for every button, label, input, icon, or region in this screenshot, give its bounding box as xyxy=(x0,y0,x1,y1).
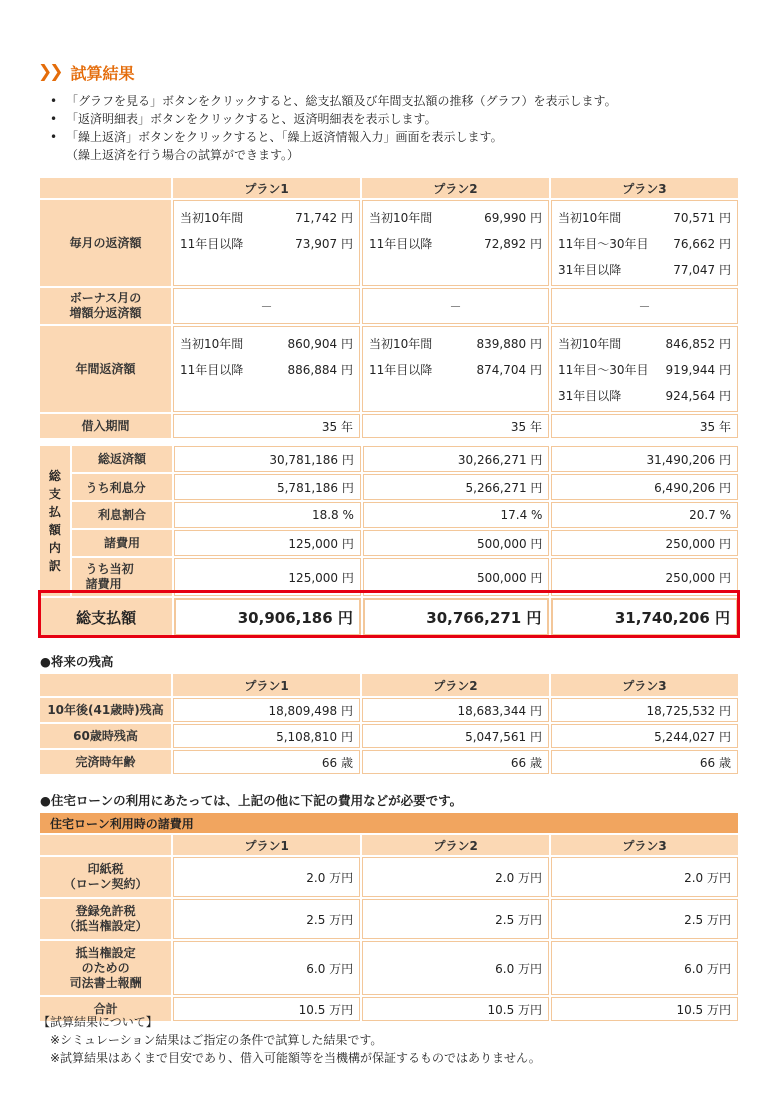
initial-fees-label: うち当初 諸費用 xyxy=(72,558,173,596)
interest-ratio-value: 20.7 % xyxy=(551,502,738,528)
annual-payment-label: 年間返済額 xyxy=(40,326,171,412)
scrivener-fee-label: 抵当権設定 のための 司法書士報酬 xyxy=(40,941,171,995)
plan-header: プラン3 xyxy=(551,835,738,855)
notes-section xyxy=(38,1013,541,1067)
loan-period-value: 35 年 xyxy=(173,414,360,438)
annual-payment-plan1: 当初10年間 860,904 円 11年目以降 886,884 円 xyxy=(173,326,360,412)
table-corner xyxy=(40,178,171,198)
result-table xyxy=(38,176,740,440)
total-payment-value: 31,740,206 円 xyxy=(551,598,738,636)
balance-10y-value: 18,725,532 円 xyxy=(551,698,738,722)
payoff-age-value: 66 歳 xyxy=(362,750,549,774)
fees-value: 125,000 円 xyxy=(174,530,361,556)
scrivener-fee-value: 6.0 万円 xyxy=(551,941,738,995)
total-repayment-value: 30,781,186 円 xyxy=(174,446,361,472)
plan-header: プラン1 xyxy=(173,178,360,198)
interest-value: 6,490,206 円 xyxy=(551,474,738,500)
costs-total-value: 10.5 万円 xyxy=(173,997,360,1021)
balance-60-value: 5,108,810 円 xyxy=(173,724,360,748)
fees-label: 諸費用 xyxy=(72,530,173,556)
total-repayment-value: 31,490,206 円 xyxy=(551,446,738,472)
plan-header: プラン3 xyxy=(551,178,738,198)
fees-value: 250,000 円 xyxy=(551,530,738,556)
registration-tax-label: 登録免許税 （抵当権設定） xyxy=(40,899,171,939)
initial-fees-value: 250,000 円 xyxy=(551,558,738,596)
scrivener-fee-value: 6.0 万円 xyxy=(362,941,549,995)
bonus-payment-value: － xyxy=(173,288,360,324)
page-title: 試算結果 xyxy=(70,63,135,83)
interest-ratio-value: 18.8 % xyxy=(174,502,361,528)
registration-tax-value: 2.5 万円 xyxy=(362,899,549,939)
future-balance-table xyxy=(38,672,740,776)
payoff-age-label: 完済時年齢 xyxy=(40,750,171,774)
loan-period-value: 35 年 xyxy=(551,414,738,438)
costs-table-title: 住宅ローン利用時の諸費用 xyxy=(40,813,738,833)
notes-heading: 【試算結果について】 xyxy=(38,1015,158,1029)
stamp-tax-value: 2.0 万円 xyxy=(551,857,738,897)
balance-60-value: 5,244,027 円 xyxy=(551,724,738,748)
balance-10y-value: 18,809,498 円 xyxy=(173,698,360,722)
interest-ratio-value: 17.4 % xyxy=(363,502,550,528)
total-payment-value: 30,906,186 円 xyxy=(174,598,361,636)
stamp-tax-value: 2.0 万円 xyxy=(362,857,549,897)
future-balance-heading: ●将来の残高 xyxy=(40,654,114,669)
costs-total-value: 10.5 万円 xyxy=(362,997,549,1021)
double-chevron-right-icon: ❯❯ xyxy=(38,62,61,82)
monthly-payment-plan2: 当初10年間 69,990 円 11年目以降 72,892 円 xyxy=(362,200,549,286)
monthly-payment-plan3: 当初10年間 70,571 円 11年目～30年目 76,662 円 31年目以降 77,047 円 xyxy=(551,200,738,286)
payoff-age-value: 66 歳 xyxy=(173,750,360,774)
instruction-item: • 「グラフを見る」ボタンをクリックすると、総支払額及び年間支払額の推移（グラフ）を表示します。 xyxy=(48,92,738,110)
bonus-payment-value: － xyxy=(362,288,549,324)
scrivener-fee-value: 6.0 万円 xyxy=(173,941,360,995)
total-payment-value: 30,766,271 円 xyxy=(363,598,550,636)
instruction-item: • 「繰上返済」ボタンをクリックすると、「繰上返済情報入力」画面を表示します。 xyxy=(48,128,738,146)
initial-fees-value: 125,000 円 xyxy=(174,558,361,596)
costs-total-value: 10.5 万円 xyxy=(551,997,738,1021)
stamp-tax-label: 印紙税 （ローン契約） xyxy=(40,857,171,897)
interest-ratio-label: 利息割合 xyxy=(72,502,173,528)
balance-60-value: 5,047,561 円 xyxy=(362,724,549,748)
plan-header: プラン3 xyxy=(551,674,738,696)
plan-header: プラン1 xyxy=(173,674,360,696)
instruction-list xyxy=(48,92,738,164)
loan-period-label: 借入期間 xyxy=(40,414,171,438)
initial-fees-value: 500,000 円 xyxy=(363,558,550,596)
interest-label: うち利息分 xyxy=(72,474,173,500)
total-repayment-label: 総返済額 xyxy=(72,446,173,472)
instruction-item: • 「返済明細表」ボタンをクリックすると、返済明細表を表示します。 xyxy=(48,110,738,128)
plan-header: プラン2 xyxy=(362,674,549,696)
balance-10y-value: 18,683,344 円 xyxy=(362,698,549,722)
annual-payment-plan3: 当初10年間 846,852 円 11年目～30年目 919,944 円 31年目以降 924,564 円 xyxy=(551,326,738,412)
interest-value: 5,266,271 円 xyxy=(363,474,550,500)
interest-value: 5,781,186 円 xyxy=(174,474,361,500)
section-title-row xyxy=(38,60,135,84)
annual-payment-plan2: 当初10年間 839,880 円 11年目以降 874,704 円 xyxy=(362,326,549,412)
total-repayment-value: 30,266,271 円 xyxy=(363,446,550,472)
breakdown-vertical-label: 総 支 払 額 内 訳 xyxy=(40,446,70,596)
registration-tax-value: 2.5 万円 xyxy=(173,899,360,939)
bonus-payment-value: － xyxy=(551,288,738,324)
costs-total-label: 合計 xyxy=(40,997,171,1021)
costs-table xyxy=(38,811,740,1023)
total-payment-label: 総支払額 xyxy=(40,598,172,636)
plan-header: プラン2 xyxy=(362,178,549,198)
payoff-age-value: 66 歳 xyxy=(551,750,738,774)
table-corner xyxy=(40,835,171,855)
bonus-payment-label: ボーナス月の 増額分返済額 xyxy=(40,288,171,324)
plan-header: プラン1 xyxy=(173,835,360,855)
stamp-tax-value: 2.0 万円 xyxy=(173,857,360,897)
total-highlight-box xyxy=(38,590,740,638)
note-line: ※試算結果はあくまで目安であり、借入可能額等を当機構が保証するものではありません。 xyxy=(50,1051,541,1065)
registration-tax-value: 2.5 万円 xyxy=(551,899,738,939)
monthly-payment-label: 毎月の返済額 xyxy=(40,200,171,286)
fees-value: 500,000 円 xyxy=(363,530,550,556)
costs-heading: ●住宅ローンの利用にあたっては、上記の他に下記の費用などが必要です。 xyxy=(40,793,463,808)
monthly-payment-plan1: 当初10年間 71,742 円 11年目以降 73,907 円 xyxy=(173,200,360,286)
instruction-subnote: （繰上返済を行う場合の試算ができます。） xyxy=(66,148,300,162)
loan-period-value: 35 年 xyxy=(362,414,549,438)
balance-60-label: 60歳時残高 xyxy=(40,724,171,748)
table-corner xyxy=(40,674,171,696)
note-line: ※シミュレーション結果はご指定の条件で試算した結果です。 xyxy=(50,1033,383,1047)
plan-header: プラン2 xyxy=(362,835,549,855)
balance-10y-label: 10年後(41歳時)残高 xyxy=(40,698,171,722)
